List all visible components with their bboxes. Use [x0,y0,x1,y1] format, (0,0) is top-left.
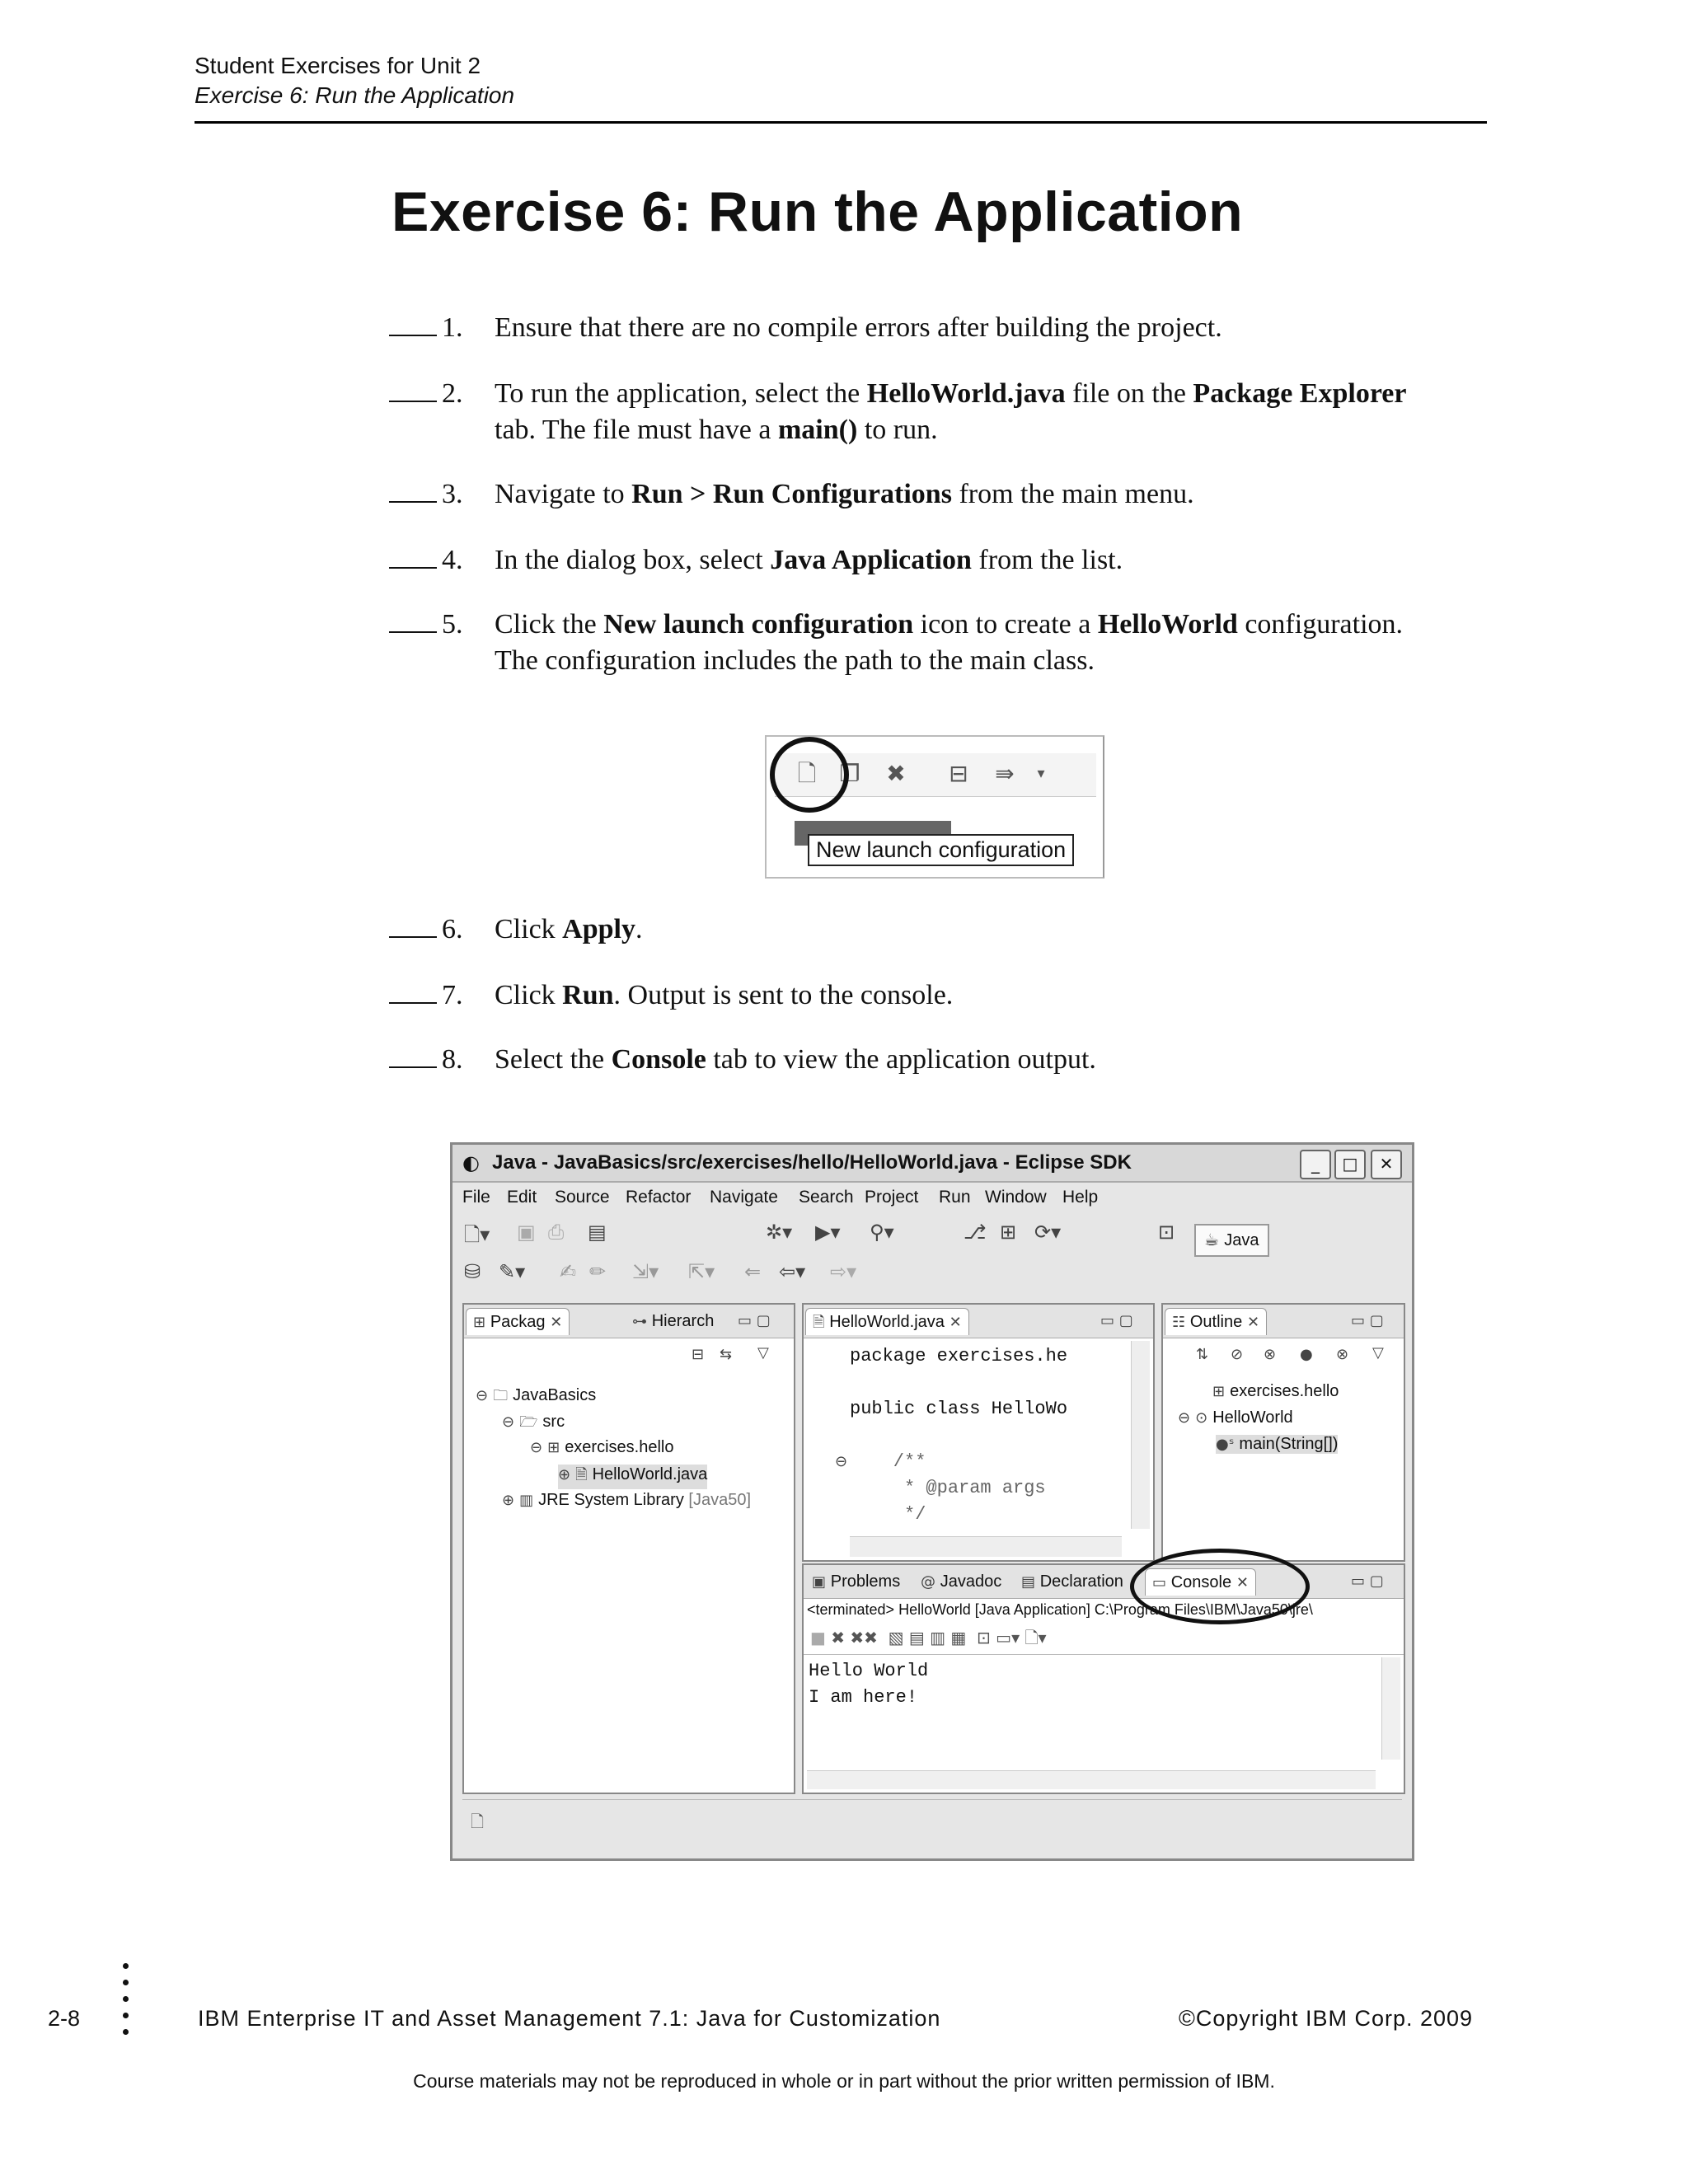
step-emphasis: HelloWorld [1097,609,1238,640]
problems-icon: ▣ [812,1573,831,1591]
step-text: To run the application, select the [495,378,867,409]
footer-note: Course materials may not be reproduced in whole or in part without the prior written permission of IBM. [413,2070,1275,2092]
tree-label: exercises.hello [1230,1382,1339,1400]
javadoc-icon: @ [921,1573,940,1591]
menu-bar [452,1183,1412,1212]
running-header-title: Student Exercises for Unit 2 [195,53,481,78]
bottom-tabbar [804,1565,1404,1599]
checkbox-blank [389,475,437,503]
close-icon[interactable]: ✕ [944,1314,962,1331]
package-icon: ⊞ [547,1439,560,1456]
tab-hierarchy[interactable] [626,1308,720,1334]
code-line: * @param args [850,1478,1046,1498]
expand-toggle-icon[interactable]: ⊕ [558,1466,571,1483]
step-line [389,910,1493,948]
java-perspective-icon: ☕ [1204,1230,1225,1249]
outline-item-method[interactable] [1216,1435,1338,1454]
step-text: Select the [495,1044,612,1075]
tree-item-helloworld-java[interactable] [558,1465,707,1489]
refresh-icon[interactable]: ⟳▾ [1034,1221,1062,1244]
step-line [389,308,1493,346]
minimize-view-icon[interactable]: ▭ ▢ [1100,1312,1133,1329]
collapse-toggle-icon[interactable]: ⊖ [476,1387,489,1404]
run-icon[interactable]: ▶▾ [815,1221,841,1244]
minimize-icon[interactable]: _ [1300,1150,1331,1179]
java-file-icon: 🗎 [813,1314,830,1331]
code-line: /** [850,1451,926,1472]
step-3 [389,475,1493,513]
window-titlebar [452,1145,1412,1183]
editor-horizontal-scrollbar[interactable] [850,1536,1122,1557]
tree-label-decoration: [Java50] [688,1491,751,1509]
new-config-icon[interactable]: 🗋 [797,760,817,787]
editor-panel [802,1303,1155,1562]
console-output-line: Hello World [809,1661,929,1681]
package-explorer-tabbar [464,1305,794,1338]
step-number: 6. [442,914,463,944]
step-emphasis: New launch configuration [603,609,914,640]
class-icon: ⊙ [1195,1409,1208,1427]
binary-icon[interactable]: ▤ [588,1221,607,1244]
hide-local-types-icon[interactable]: ⊗ [1336,1346,1349,1363]
step-text: tab. The file must have a [495,415,778,445]
collapse-all-icon[interactable]: ⊟ [692,1346,705,1363]
display-console-icon[interactable]: ▭▾ [996,1628,1020,1647]
page-title: Exercise 6: Run the Application [392,180,1244,243]
menu-project[interactable]: Project [865,1188,919,1207]
console-highlight-circle [1130,1549,1310,1624]
menu-file[interactable]: File [462,1188,490,1207]
footer-dot [123,2013,129,2018]
footer-dot [123,1963,129,1969]
java-file-icon: 🗎 [575,1466,588,1483]
console-divider [804,1654,1404,1655]
tab-label: Packag [490,1313,546,1331]
step-continuation [389,412,1493,448]
perspective-java-button[interactable] [1194,1224,1269,1257]
class-icon[interactable]: ⊞ [1000,1221,1017,1244]
filter-icon[interactable]: ⇛ [995,760,1015,787]
new-icon[interactable]: 🗋▾ [464,1223,490,1246]
fast-view-icon[interactable]: 🗋 [471,1811,485,1831]
step-continuation [389,643,1493,679]
menu-window[interactable]: Window [985,1188,1047,1207]
step-line [389,1040,1493,1078]
editor-vertical-scrollbar[interactable] [1131,1341,1150,1529]
step-8 [389,1040,1493,1078]
step-emphasis: Java Application [770,545,972,575]
tab-problems[interactable] [805,1568,907,1595]
tree-label: JRE System Library [538,1491,684,1509]
launch-config-toolbar-screenshot [765,735,1104,879]
tree-item-project[interactable] [476,1385,596,1410]
code-line: public class HelloWo [850,1399,1068,1419]
tree-item-jre[interactable] [502,1491,751,1510]
tree-label: main(String[]) [1239,1435,1339,1453]
view-menu-icon[interactable]: ▽ [757,1344,769,1361]
status-bar [462,1799,1402,1841]
terminate-icon[interactable]: ■ [810,1628,826,1647]
tree-item-src[interactable] [502,1412,565,1436]
open-console-icon[interactable]: 🗋▾ [1025,1628,1047,1647]
checkbox-blank [389,541,437,569]
delete-icon[interactable]: ✖ [886,760,906,787]
pen-icon[interactable]: ✎▾ [499,1260,526,1283]
close-icon[interactable]: ✕ [1242,1314,1260,1331]
collapse-toggle-icon[interactable]: ⊖ [502,1413,515,1431]
save-icon[interactable]: ▣ [517,1221,536,1244]
outline-item-class[interactable] [1178,1408,1293,1427]
checkbox-blank [389,910,437,938]
step-text: Click [495,980,563,1010]
step-text: The configuration includes the path to the main class. [495,645,1095,676]
tab-javadoc[interactable] [914,1568,1008,1595]
step-4 [389,541,1493,579]
tab-label: Problems [830,1572,901,1591]
next-annotation-icon[interactable]: ⇲▾ [632,1260,659,1283]
step-number: 7. [442,980,463,1010]
tab-helloworld-java[interactable] [805,1308,969,1335]
step-emphasis: HelloWorld.java [866,378,1066,409]
step-emphasis: Package Explorer [1193,378,1407,409]
tab-label: Outline [1189,1313,1243,1331]
step-text: Click [495,914,563,944]
pin-console-icon[interactable]: ⊡ [971,1628,991,1647]
footer-dot [123,2029,129,2035]
hide-fields-icon[interactable]: ⊘ [1231,1346,1244,1363]
annotation-icon[interactable]: ✍ [560,1260,577,1283]
step-number: 3. [442,479,463,509]
step-text: icon to create a [913,609,1098,640]
scroll-lock-icon[interactable]: ▤ [908,1628,925,1647]
tree-label: exercises.hello [565,1438,674,1456]
close-icon[interactable]: ✕ [545,1314,563,1331]
collapse-icon[interactable]: ⊟ [949,760,968,787]
eclipse-window-screenshot [450,1142,1414,1861]
link-editor-icon[interactable]: ⇆ [720,1346,733,1363]
view-menu-icon[interactable]: ▽ [1372,1344,1384,1361]
show-out-icon[interactable]: ▥ [930,1628,946,1647]
step-number: 1. [442,312,463,343]
menu-help[interactable]: Help [1062,1188,1099,1207]
step-text: . [635,914,643,944]
menu-edit[interactable]: Edit [507,1188,537,1207]
running-header-subtitle: Exercise 6: Run the Application [195,82,515,108]
show-err-icon[interactable]: ▦ [950,1628,967,1647]
tab-label: Declaration [1039,1572,1123,1591]
remove-all-icon[interactable]: ✖✖ [850,1628,878,1647]
window-title: Java - JavaBasics/src/exercises/hello/HelloWorld.java - Eclipse SDK [492,1151,1132,1174]
tab-label: Javadoc [940,1572,1002,1591]
remove-launch-icon[interactable]: ✖ [831,1628,846,1647]
back-icon[interactable]: ⇦▾ [779,1260,806,1283]
code-line: package exercises.he [850,1346,1068,1366]
checkbox-blank [389,605,437,633]
minimize-view-icon[interactable]: ▭ ▢ [1351,1572,1384,1590]
menu-run[interactable]: Run [939,1188,971,1207]
maximize-icon[interactable]: □ [1334,1150,1366,1179]
main-toolbar-row-2 [452,1255,1412,1290]
step-number: 8. [442,1044,463,1075]
tab-declaration[interactable] [1015,1568,1130,1595]
header-rule [195,121,1487,124]
footer-dot [123,1980,129,1985]
step-line [389,605,1493,643]
prev-annotation-icon[interactable]: ⇱▾ [688,1260,715,1283]
tab-outline[interactable] [1165,1308,1267,1335]
step-2 [389,374,1493,448]
hide-nonpublic-icon[interactable]: ● [1300,1346,1313,1363]
menu-search[interactable]: Search [799,1188,854,1207]
tab-label: Hierarch [651,1312,715,1330]
checkbox-blank [389,308,437,336]
console-horizontal-scrollbar[interactable] [807,1770,1376,1789]
console-status: <terminated> HelloWorld [Java Application] C:\Program Files\IBM\Java50\jre\ [807,1601,1313,1618]
step-text: In the dialog box, select [495,545,771,575]
step-emphasis: Run > Run Configurations [631,479,952,509]
last-edit-icon[interactable]: ⇐ [744,1260,762,1283]
method-icon: ●ˢ [1216,1436,1235,1453]
search-icon[interactable]: ⚲▾ [870,1221,894,1244]
step-line [389,976,1493,1014]
step-emphasis: Console [611,1044,706,1075]
step-7 [389,976,1493,1014]
close-icon[interactable]: ✕ [1371,1150,1402,1179]
tab-package-explorer[interactable] [466,1308,570,1335]
clear-console-icon[interactable]: ▧ [883,1628,904,1647]
footer-copyright: ©Copyright IBM Corp. 2009 [1179,2006,1474,2031]
menu-navigate[interactable]: Navigate [710,1188,778,1207]
package-explorer-panel [462,1303,795,1794]
tab-label: Console [1170,1573,1232,1591]
console-toolbar [810,1626,1047,1654]
open-perspective-icon[interactable]: ⊡ [1158,1221,1175,1244]
highlight-circle [770,737,849,813]
minimize-view-icon[interactable]: ▭ ▢ [1351,1312,1384,1329]
step-number: 2. [442,378,463,409]
menu-refactor[interactable]: Refactor [626,1188,692,1207]
open-type-icon[interactable]: ⎇ [964,1221,987,1244]
debug-icon[interactable]: ✲▾ [766,1221,793,1244]
step-text: to run. [857,415,938,445]
hide-static-icon[interactable]: ⊗ [1264,1346,1277,1363]
outline-item-package[interactable] [1212,1382,1339,1401]
step-text: Click the [495,609,604,640]
step-line [389,475,1493,513]
step-5 [389,605,1493,679]
folder-icon: 🗀 [493,1387,509,1404]
step-number: 4. [442,545,463,575]
edit-icon[interactable]: ✏ [589,1260,607,1283]
collapse-toggle-icon[interactable]: ⊖ [530,1439,543,1456]
source-folder-icon: 🗁 [519,1413,538,1431]
console-output-line: I am here! [809,1687,918,1708]
package-icon: ⊞ [473,1314,490,1331]
step-emphasis: Apply [562,914,635,944]
footer-title: IBM Enterprise IT and Asset Management 7.1: Java for Customization [198,2006,941,2031]
dropdown-icon[interactable]: ▾ [1037,765,1045,782]
code-line: */ [850,1504,926,1525]
step-1 [389,308,1493,346]
footer-dot [123,1996,129,2002]
outline-icon: ☷ [1172,1314,1190,1331]
open-project-icon[interactable]: ⛁ [464,1260,481,1283]
close-icon[interactable]: ✕ [1231,1574,1249,1591]
step-text: from the main menu. [951,479,1194,509]
outline-tabbar [1163,1305,1404,1338]
tooltip: New launch configuration [808,834,1074,866]
tree-label: src [542,1413,565,1431]
step-text: tab to view the application output. [706,1044,1096,1075]
checkbox-blank [389,374,437,402]
step-emphasis: Run [562,980,614,1010]
expand-toggle-icon[interactable]: ⊕ [502,1492,515,1509]
package-icon: ⊞ [1212,1383,1226,1400]
step-line [389,374,1493,412]
tree-label: HelloWorld [1212,1408,1293,1427]
step-text: . Output is sent to the console. [613,980,954,1010]
outline-panel [1161,1303,1405,1562]
tree-label: JavaBasics [513,1386,597,1404]
step-number: 5. [442,609,463,640]
declaration-icon: ▤ [1021,1573,1040,1591]
tree-item-package[interactable] [530,1438,673,1457]
editor-tabbar [804,1305,1153,1338]
collapse-toggle-icon[interactable]: ⊖ [1178,1409,1191,1427]
step-6 [389,910,1493,948]
step-text: configuration. [1237,609,1404,640]
fold-icon[interactable]: ⊖ [835,1453,848,1470]
menu-source[interactable]: Source [555,1188,610,1207]
console-icon: ▭ [1152,1574,1171,1591]
print-icon[interactable]: ⎙ [548,1221,565,1244]
tree-label: HelloWorld.java [592,1465,708,1483]
perspective-label: Java [1224,1231,1259,1249]
eclipse-icon: ◐ [462,1151,480,1174]
console-vertical-scrollbar[interactable] [1381,1657,1400,1760]
step-text: from the list. [971,545,1123,575]
sort-icon[interactable]: ⇅ [1196,1346,1209,1363]
bottom-panel [802,1563,1405,1794]
checkbox-blank [389,1040,437,1068]
step-emphasis: main() [777,415,858,445]
page-number: 2-8 [48,2006,81,2031]
forward-icon[interactable]: ⇨▾ [830,1260,857,1283]
library-icon: ▥ [519,1492,534,1509]
step-text: Navigate to [495,479,632,509]
step-text: file on the [1065,378,1193,409]
minimize-view-icon[interactable]: ▭ ▢ [738,1312,771,1329]
step-text: Ensure that there are no compile errors after building the project. [495,312,1222,343]
checkbox-blank [389,976,437,1004]
step-line [389,541,1493,579]
hierarchy-icon: ⊶ [632,1313,652,1330]
duplicate-icon[interactable]: ❐ [839,760,860,787]
tab-label: HelloWorld.java [829,1313,945,1331]
